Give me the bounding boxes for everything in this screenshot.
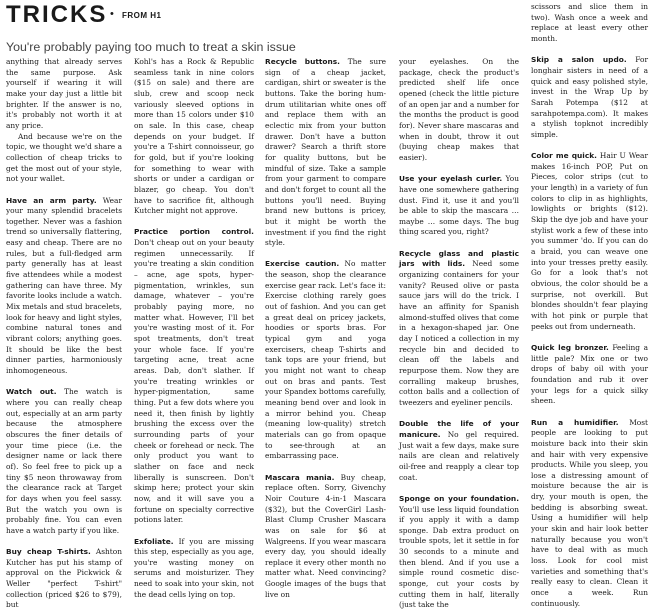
text-column-5 [531, 2, 648, 608]
article-paragraph [399, 249, 519, 409]
article-paragraph [265, 473, 386, 601]
article-paragraph [265, 259, 386, 461]
article-paragraph [531, 151, 648, 332]
paragraph-text: Most people are looking to put moisture back into their skin and hair with very expensive products. While you sleep, you lose a distressing amount of moisture because the air is dry, your mouth is open, the bedding is absorbing sweat. Using a humidifier will help your skin and hair look better naturally because you won't have to deal with as much loss. Look for cool mist varieties and something that's really easy to clean. Clean it once a week. Run continuously. [531, 417, 648, 608]
article-paragraph [134, 537, 254, 601]
article-paragraph [399, 419, 519, 483]
byline: FROM H1 [122, 11, 162, 20]
paragraph-heading: Buy cheap T-shirts. [6, 547, 91, 557]
paragraph-text: The sure sign of a cheap jacket, cardigan, shirt or sweater is the buttons. Take the boring hum-drum utilitarian white ones off and replace them with an eclectic mix from your button drawer. Don't have a button drawer? Search a thrift store for quality buttons, but be mindful of size. Take a sample from your garment to compare and don't forget to count all the buttons you'll need. Buying brand new buttons is pricey, but it might be worth the investment if you find the right style. [265, 57, 386, 248]
paragraph-heading: Watch out. [6, 387, 57, 397]
paragraph-heading: Quick leg bronzer. [531, 342, 609, 352]
paragraph-heading: Double the life of your manicure. [399, 419, 519, 439]
paragraph-text: You'll use less liquid foundation if you apply it with a damp sponge. Dab extra product on trouble spots, let it settle in for 30 seconds to a minute and then blend. And if you use a simple round cosmetic disc-sponge, cut your costs by cutting them in half, literally (just take the [399, 504, 519, 610]
paragraph-text: Don't cheap out on your beauty regimen unnecessarily. If you're treating a skin condition – acne, age spots, hyper-pigmentation, wrinkles, sun damage, whatever – you're probably paying more, no matter what. However, I'll bet you're wasting most of it. For spot treatments, don't treat your whole face. If you're targeting acne, treat acne areas. Dab, don't slather. If you're treating wrinkles or hyper-pigmentation, same thing. Put a few dots where you need it, then finish by lightly brushing the excess over the surrounding parts of your cheek or forehead or neck. The only product you want to slather on face and neck liberally is sunscreen. Don't skimp here; protect your skin now, and it will save you a fortune on specialty corrective potions later. [134, 238, 254, 525]
text-column-4 [399, 57, 519, 610]
paragraph-text: The watch is where you can really cheap out, especially at an arm party because the atmosphere obscures the finer details of your time piece (i.e. the designer name or lack there of). So feel free to pick up a tiny $5 neon throwaway from the clearance rack at Target for days when you feel sassy. But the watch you own is probably fine. You can even have a watch party if you like. [6, 387, 122, 535]
paragraph-heading: Practice portion control. [134, 227, 254, 237]
paragraph-heading: Exfoliate. [134, 536, 174, 546]
article-paragraph [531, 418, 648, 610]
section-title: TRICKS [6, 1, 108, 28]
paragraph-heading: Run a humidifier. [531, 417, 619, 427]
paragraph-text: Feeling a little pale? Mix one or two drops of baby oil with your foundation and rub it over your legs for a quick silky sheen. [531, 342, 648, 406]
paragraph-text: If you are missing this step, especially as you age, you're wasting money on serums and moisturizer. They need to soak into your skin, not the dead cells lying on top. [134, 536, 254, 599]
paragraph-text: No matter the season, shop the clearance exercise gear rack. Let's face it: Exercise clothing rarely goes out of fashion. And you can get a great deal on pricey jackets, hoodies or sports bras. For typical gym and yoga exercisers, cheap T-shirts and tank tops are your friend, but you might not want to cheap out on bras and pants. Test your Spandex bottoms carefully, meaning bend over and look in a mirror behind you. Cheap (meaning low-quality) stretch materials can go from opaque to see-through at an embarrassing pace. [265, 259, 387, 461]
article-paragraph [399, 494, 519, 611]
article-paragraph [399, 57, 519, 164]
paragraph-text: Buy cheap, replace often. Sorry, Givenchy Noir Couture 4-in-1 Mascara ($32), but the CoverGirl Lash-Blast Clump Crusher Mascara was on sale for $6 at Walgreens. If you wear mascara every day, you should ideally replace it every other month no matter what. Need convincing? Google images of the bugs that live on [265, 472, 387, 599]
article-paragraph [134, 57, 254, 217]
paragraph-heading: Skip a salon updo. [531, 55, 627, 65]
article-paragraph [6, 57, 122, 132]
article-paragraph [6, 547, 122, 611]
paragraph-text: Wear your many splendid bracelets together. Never was a fashion trend so universally flattering, easy and cheap. There are no rules, but a full-fledged arm party generally has at least five attendees while a modest gathering can have three. My favorite looks include a watch. Mix metals and stud bracelets, look for heavy and light styles, combine natural tones and vibrant colors; anything goes. It should be like the best dinner parties, harmoniously inhomogeneous. [6, 195, 122, 376]
article-paragraph [6, 196, 122, 377]
paragraph-text: Hair U Wear makes 16-inch POP, Put on Pieces, color strips (cut to your length) in a variety of fun colors to clip in as highlights, lowlights or brights ($12). Skip the dye job and have your stylist work a few of these into you summer 'do. If you can do a braid, you can weave one into your tresses pretty easily. Go for a look that's not obvious, the color should be a surprise, not overkill. But blondes shouldn't fear playing with hot pink or purple that peeks out from underneath. [531, 151, 648, 331]
article-subtitle: You're probably paying too much to treat a skin issue [6, 40, 296, 54]
article-paragraph [399, 174, 519, 238]
article-paragraph [531, 2, 648, 45]
paragraph-heading: Use your eyelash curler. [399, 174, 503, 184]
paragraph-text: And because we're on the topic, we thought we'd share a collection of cheap tricks to get the most out of your style, not your wallet. [6, 131, 122, 184]
paragraph-heading: Color me quick. [531, 151, 597, 161]
paragraph-heading: Mascara mania. [265, 472, 335, 482]
paragraph-text: Need some organizing containers for your vanity? Reused olive or pasta sauce jars will do the trick. I have an affinity for Spanish almond-stuffed olives that come in a hexagon-shaped jar. One day I noticed a collection in my recycle bin and decided to clean off the labels and repurpose them. Now they are corralling makeup brushes, cotton balls and a collection of tweezers and eyeliner pencils. [399, 259, 519, 407]
paragraph-text: Kohl's has a Rock & Republic seamless tank in nine colors ($15 on sale) and there are slub, crew and scoop neck variously sleeved options in more than 15 colors under $10 on sale. In this case, cheap depends on your budget. If you're a T-shirt connoisseur, go for gold, but if you're looking for something to wear with shorts or under a cardigan or blazer, go cheap. You don't have to sacrifice fit, although Kutcher might not approve. [134, 57, 254, 216]
paragraph-text: You have one somewhere gathering dust. Find it, use it and you'll be able to skip the mascara … maybe … some days. The bug thing scared you, right? [399, 174, 519, 237]
paragraph-heading: Have an arm party. [6, 195, 97, 205]
article-paragraph [531, 55, 648, 140]
paragraph-text: Ashton Kutcher has put his stamp of approval on the Pickwick & Weller "perfect T-shirt" collection (priced $26 to $79), but [6, 547, 122, 610]
title-bullet: • [110, 8, 114, 20]
article-paragraph [134, 227, 254, 525]
paragraph-text: No gel required. Just wait a few days, make sure nails are clean and relatively oil-free and reapply a clear top coat. [399, 429, 519, 482]
article-paragraph [6, 132, 122, 185]
paragraph-heading: Recycle glass and plastic jars with lids. [399, 248, 519, 269]
paragraph-heading: Sponge on your foundation. [399, 493, 519, 503]
article-paragraph [531, 343, 648, 407]
paragraph-text: your eyelashes. On the package, check the product's predicted shelf life once opened (check the little picture of an open jar and a number for the months the product is good for). Never share mascaras and when in doubt, throw it out (buying cheap makes that easier). [399, 57, 519, 162]
paragraph-text: For longhair sisters in need of a quick and easy polished style, invest in the Wrap Up by Sarah Potempa ($12 at sarahpotempa.com). It makes a stylish topknot incredibly simple. [531, 55, 648, 139]
paragraph-text: anything that already serves the same purpose. Ask yourself if wearing it will make your day just a little bit brighter. If the answer is no, it's probably not worth it at any price. [6, 57, 122, 130]
paragraph-text: scissors and slice them in two). Wash once a week and replace at least every other month. [531, 2, 648, 43]
paragraph-heading: Recycle buttons. [265, 57, 340, 66]
text-column-3 [265, 57, 387, 599]
paragraph-heading: Exercise caution. [265, 259, 340, 269]
text-column-2 [134, 57, 254, 599]
text-column-1 [6, 57, 122, 610]
article-paragraph [6, 387, 122, 536]
article-paragraph [265, 57, 386, 249]
